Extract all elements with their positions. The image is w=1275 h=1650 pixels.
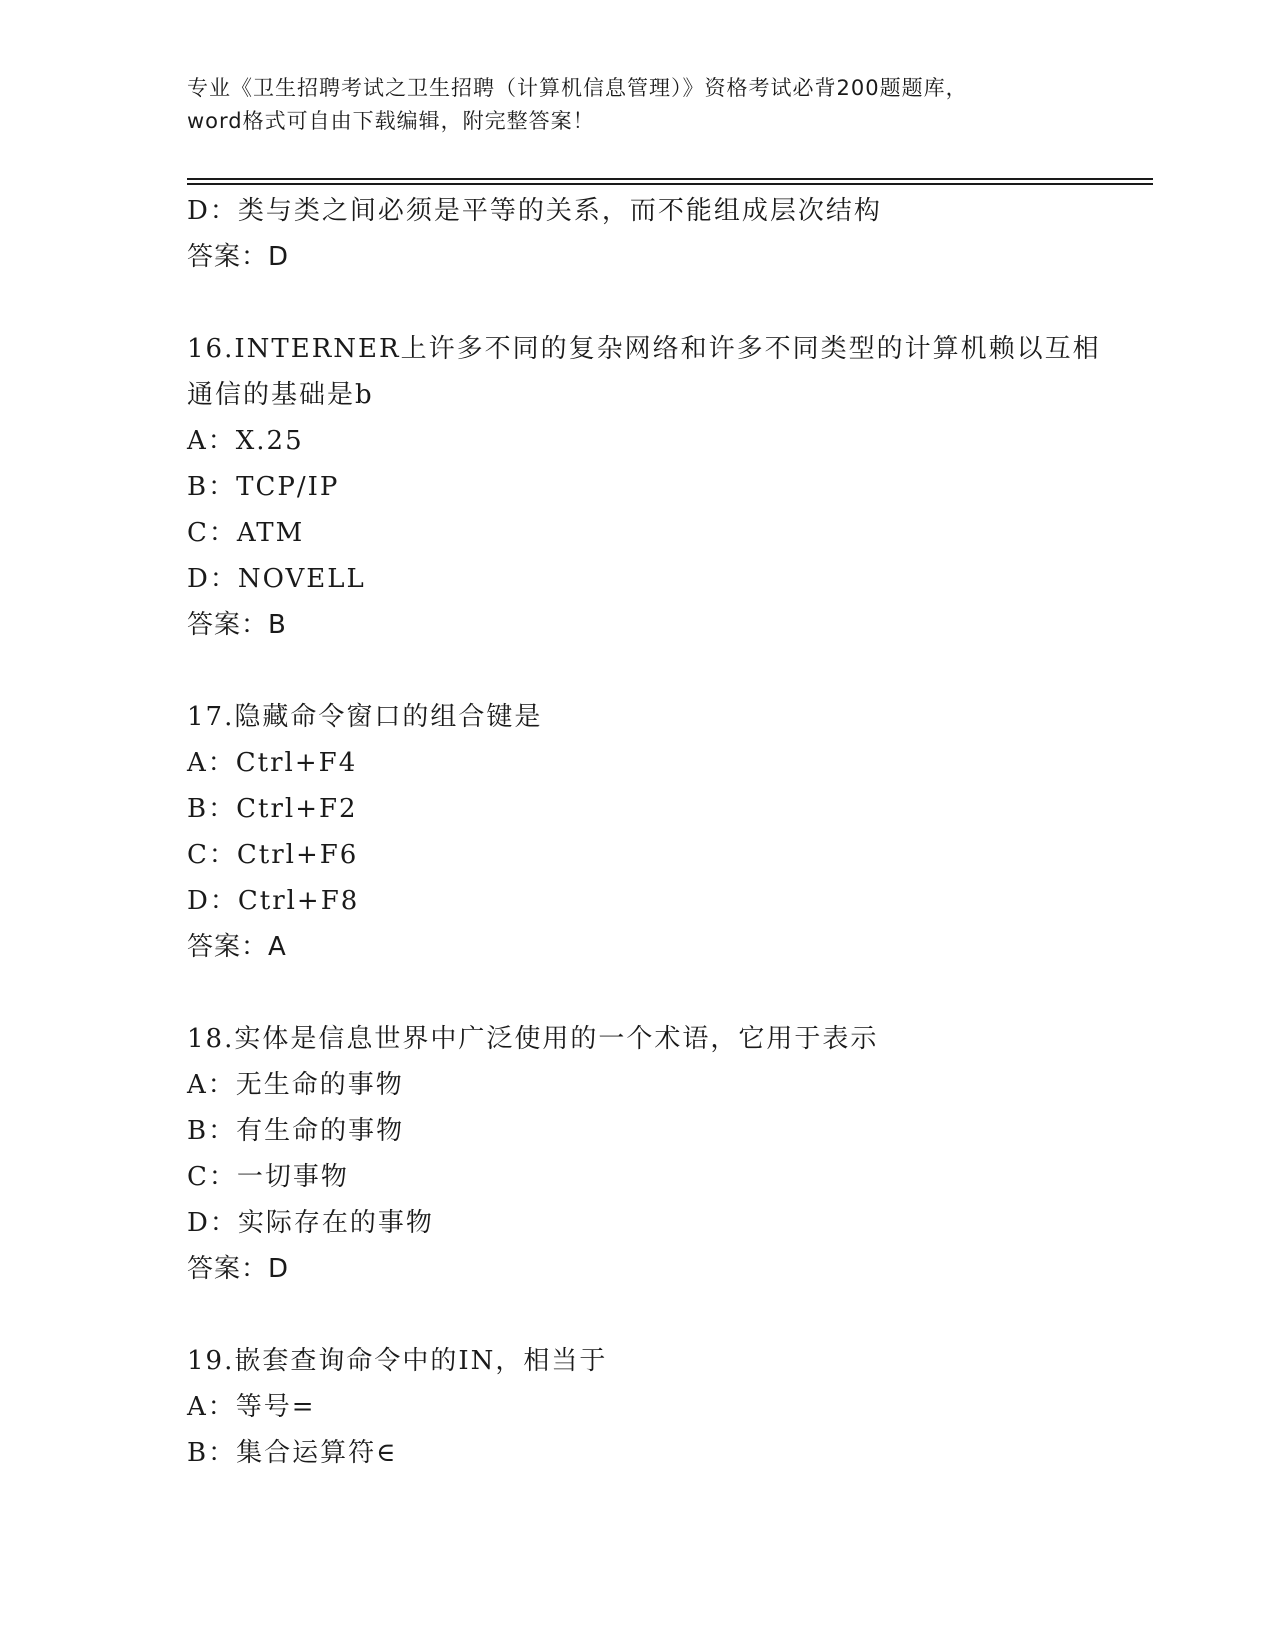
answer-line: 答案：B xyxy=(187,610,287,640)
question-block-15 xyxy=(187,188,1087,280)
question-block-16 xyxy=(187,326,1101,648)
answer-line: 答案：D xyxy=(187,242,290,272)
option-d: D：实际存在的事物 xyxy=(187,1208,434,1238)
option-d: D：NOVELL xyxy=(187,564,366,594)
answer-line: 答案：D xyxy=(187,1254,290,1284)
option-b: B：TCP/IP xyxy=(187,472,340,502)
question-stem-continued: 通信的基础是b xyxy=(187,380,374,410)
option-a: A：Ctrl+F4 xyxy=(187,748,358,778)
question-stem: 16.INTERNER上许多不同的复杂网络和许多不同类型的计算机赖以互相 xyxy=(187,334,1101,364)
option-c: C：一切事物 xyxy=(187,1162,349,1192)
option-b: B：Ctrl+F2 xyxy=(187,794,358,824)
question-stem: 17.隐藏命令窗口的组合键是 xyxy=(187,702,543,732)
header-title-line-2: word格式可自由下载编辑，附完整答案！ xyxy=(187,109,595,133)
answer-line: 答案：A xyxy=(187,932,287,962)
option-d: D：类与类之间必须是平等的关系，而不能组成层次结构 xyxy=(187,196,882,226)
question-stem: 19.嵌套查询命令中的IN，相当于 xyxy=(187,1346,608,1376)
header-rule-top xyxy=(187,178,1153,180)
question-stem: 18.实体是信息世界中广泛使用的一个术语，它用于表示 xyxy=(187,1024,879,1054)
header-rule-bottom xyxy=(187,183,1153,185)
option-d: D：Ctrl+F8 xyxy=(187,886,360,916)
option-b: B：集合运算符∈ xyxy=(187,1438,398,1468)
document-body xyxy=(187,188,1101,1476)
question-block-17 xyxy=(187,694,1087,970)
option-b: B：有生命的事物 xyxy=(187,1116,405,1146)
option-a: A：X.25 xyxy=(187,426,304,456)
question-block-18 xyxy=(187,1016,1087,1292)
option-c: C：ATM xyxy=(187,518,305,548)
header-title-line-1: 专业《卫生招聘考试之卫生招聘（计算机信息管理）》资格考试必背200题题库， xyxy=(187,76,968,100)
document-header xyxy=(187,72,1087,138)
option-a: A：无生命的事物 xyxy=(187,1070,404,1100)
option-a: A：等号= xyxy=(187,1392,316,1422)
question-block-19 xyxy=(187,1338,1087,1476)
option-c: C：Ctrl+F6 xyxy=(187,840,359,870)
